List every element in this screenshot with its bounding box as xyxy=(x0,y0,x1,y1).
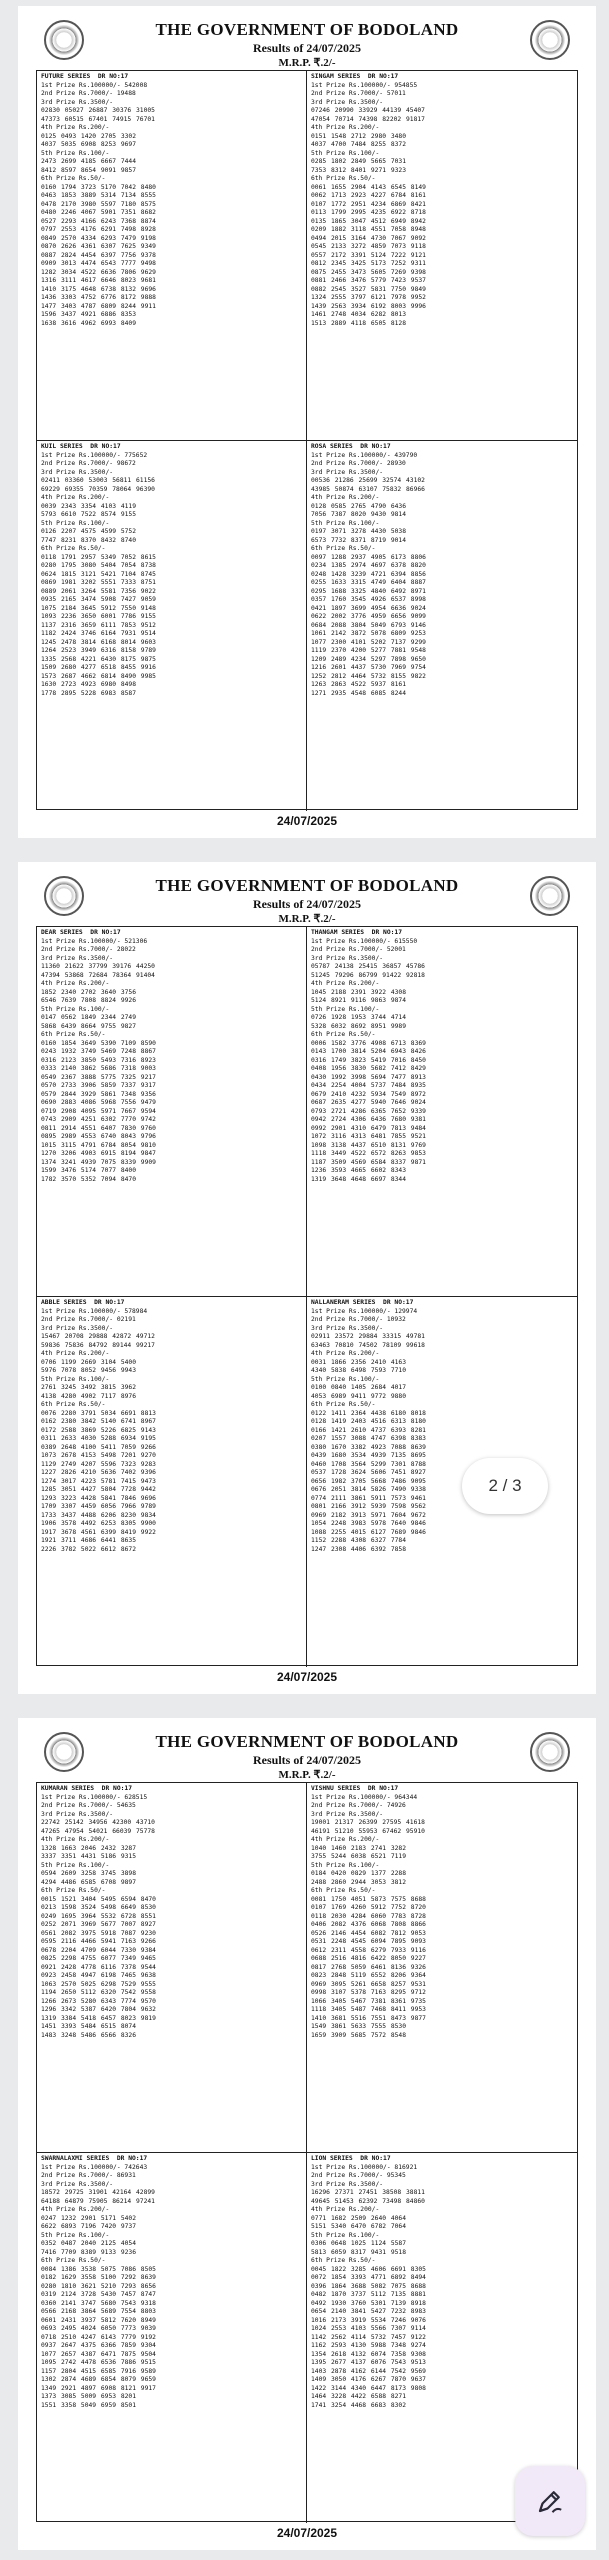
winning-numbers: 05787 24138 25415 36857 45786 51245 79296 86799 91422 92818 xyxy=(311,963,425,979)
winning-numbers: 1045 2188 2391 3922 4308 5124 8921 9116 9863 9874 xyxy=(311,988,406,1004)
prize-line: 6th Prize Rs.50/- xyxy=(311,1031,376,1038)
winning-numbers: 0352 0487 2040 2125 4054 7416 7709 8389 9133 9236 xyxy=(41,2240,136,2256)
winning-numbers: 0726 1928 1953 3744 4714 5328 6032 8692 8951 9989 xyxy=(311,1014,406,1030)
prize-line: 5th Prize Rs.100/- xyxy=(41,149,110,157)
prize-line: 5th Prize Rs.100/- xyxy=(311,1375,380,1383)
series-name: KUIL SERIES DR NO:17 xyxy=(41,443,121,450)
series-block xyxy=(307,441,577,811)
prize-line: 4th Prize Rs.200/- xyxy=(41,1836,110,1843)
bodoland-emblem-icon xyxy=(44,20,84,60)
series-name: SINGAM SERIES DR NO:17 xyxy=(311,73,399,80)
prize-line: 1st Prize Rs.100000/- 816921 xyxy=(311,2163,418,2171)
prize-line: 4th Prize Rs.200/- xyxy=(311,1350,380,1357)
prize-line: 1st Prize Rs.100000/- 615550 xyxy=(311,937,418,945)
series-block xyxy=(37,1297,307,1667)
results-date: Results of 24/07/2025 xyxy=(253,41,361,55)
series-block xyxy=(37,441,307,811)
winning-numbers: 0122 1411 2364 4438 6180 8018 0128 1419 2403 4516 6313 8180 0166 1421 2610 4737 6393 8281 0207 1557 3088 4747 6398 8383 0380 1670 3382 4923 7088 8639 0439 1680 3534 4939 7135 8695 0460 1708 3564 5299 7301 8788 0537 1728 3624 5606 7451 8927 0656 1982 3705 5668 7486 9095 0676 2051 3814 5826 7490 9338 0774 2111 3861 5911 7573 9461 0801 2166 3912 5939 7598 9562 0969 2182 3913 5971 7604 9672 1054 2248 3983 5978 7640 9846 1088 2255 4015 6127 7689 9846 1152 2288 4308 6327 7784 1247 2308 4406 6392 7858 xyxy=(311,1409,426,1553)
winning-numbers: 0184 0420 0829 1377 2288 2488 2860 2944 3053 3812 xyxy=(311,1870,406,1886)
winning-numbers: 0147 0562 1849 2344 2749 5868 6439 8664 9755 9827 xyxy=(41,1014,136,1030)
winning-numbers: 0771 1682 2509 2640 4064 5151 5340 6470 6782 7064 xyxy=(311,2214,406,2230)
prize-line: 5th Prize Rs.100/- xyxy=(311,1005,380,1013)
winning-numbers: 00536 21286 25699 32574 43102 43985 50874 63107 75832 86966 xyxy=(311,477,425,493)
mrp-price: M.R.P. ₹.2/- xyxy=(278,913,336,925)
series-name: SWARNALAXMI SERIES DR NO:17 xyxy=(41,2155,148,2162)
prize-line: 4th Prize Rs.200/- xyxy=(311,1836,380,1843)
prize-line: 6th Prize Rs.50/- xyxy=(41,1031,106,1038)
winning-numbers: 0118 1791 2957 5349 7052 8615 0280 1795 3080 5404 7054 8738 0624 1815 3121 5421 7104 8745 0869 1981 3202 5551 7333 8751 0889 2061 3264 5581 7356 9022 0935 2165 3474 5908 7427 9059 1075 2184 3645 5912 7550 9148 1093 2236 3650 6001 7786 9155 1137 2316 3659 6111 7853 9512 1182 2424 3746 6164 7931 9514 1245 2478 3814 6168 8014 9603 1264 2523 3949 6316 8158 9789 1335 2568 4221 6430 8175 9875 1509 2680 4277 6518 8455 9916 1573 2687 4662 6814 8490 9985 1630 2723 4923 6980 8498 1778 2895 5228 6983 8587 xyxy=(41,553,156,697)
winning-numbers: 0084 1386 3538 5075 7086 8505 0182 1629 3558 5100 7292 8639 0280 1810 3621 5210 7293 8656 0319 2124 3728 5430 7457 8747 0360 2141 3747 5680 7543 9318 0566 2168 3864 5689 7554 8803 0601 2431 3937 5812 7620 8949 0693 2495 4024 6050 7773 9039 0718 2510 4247 6143 7779 9192 0937 2647 4375 6366 7859 9304 1077 2657 4387 6471 7875 9504 1095 2742 4478 6536 7886 9515 1157 2804 4515 6585 7916 9589 1302 2874 4689 6854 8079 9659 1349 2921 4897 6908 8121 9917 1373 3085 5009 6953 8201 1551 3358 5049 6959 8501 xyxy=(41,2265,156,2409)
bodoland-emblem-icon xyxy=(44,876,84,916)
prize-line: 5th Prize Rs.100/- xyxy=(311,149,380,157)
sheet-footer-date: 24/07/2025 xyxy=(276,814,338,828)
prize-line: 6th Prize Rs.50/- xyxy=(311,545,376,552)
winning-numbers: 0031 1866 2356 2410 4163 4340 5838 6498 7593 7710 xyxy=(311,1358,406,1374)
series-name: ABBLE SERIES DR NO:17 xyxy=(41,1299,125,1306)
series-name: NALLANERAM SERIES DR NO:17 xyxy=(311,1299,414,1306)
series-name: DEAR SERIES DR NO:17 xyxy=(41,929,121,936)
prize-line: 2nd Prize Rs.7000/- 86931 xyxy=(41,2172,136,2179)
prize-line: 3rd Prize Rs.3500/- xyxy=(41,954,114,962)
bodoland-emblem-icon xyxy=(530,1732,570,1772)
series-name: VISHNU SERIES DR NO:17 xyxy=(311,1785,399,1792)
government-title: THE GOVERNMENT OF BODOLAND xyxy=(155,20,459,39)
government-title: THE GOVERNMENT OF BODOLAND xyxy=(155,1732,459,1751)
prize-line: 5th Prize Rs.100/- xyxy=(311,519,380,527)
prize-line: 6th Prize Rs.50/- xyxy=(41,1401,106,1408)
prize-line: 1st Prize Rs.100000/- 129974 xyxy=(311,1307,418,1315)
prize-line: 6th Prize Rs.50/- xyxy=(311,175,376,182)
prize-line: 2nd Prize Rs.7000/- 28022 xyxy=(41,946,136,953)
result-sheet xyxy=(18,1718,596,2550)
series-name: LION SERIES DR NO:17 xyxy=(311,2155,391,2162)
series-grid xyxy=(36,1782,578,2522)
prize-line: 6th Prize Rs.50/- xyxy=(41,175,106,182)
winning-numbers: 19001 21317 26399 27595 41618 46191 51210 55953 67462 95910 xyxy=(311,1819,425,1835)
series-block xyxy=(37,927,307,1297)
winning-numbers: 1852 2340 2702 3640 3756 6546 7639 7808 8824 9926 xyxy=(41,988,136,1004)
bodoland-emblem-icon xyxy=(530,20,570,60)
prize-line: 6th Prize Rs.50/- xyxy=(41,1887,106,1894)
prize-line: 6th Prize Rs.50/- xyxy=(311,1401,376,1408)
series-block xyxy=(307,927,577,1297)
prize-line: 2nd Prize Rs.7000/- 02191 xyxy=(41,1316,136,1323)
winning-numbers: 0097 1288 2937 4905 6173 8806 0234 1385 2974 4697 6378 8820 0248 1428 3239 4721 6394 8856 0255 1633 3315 4749 6404 8887 0295 1688 3325 4840 6492 8971 0357 1760 3545 4926 6537 8998 0421 1897 3699 4954 6636 9024 0622 2002 3776 4959 6656 9099 0684 2088 3804 5049 6793 9146 1061 2142 3872 5078 6809 9253 1077 2300 4101 5202 7137 9299 1119 2370 4200 5277 7881 9548 1209 2489 4234 5297 7898 9650 1216 2601 4437 5730 7969 9754 1252 2812 4464 5732 8155 9822 1263 2863 4522 5937 8161 1271 2935 4548 6085 8244 xyxy=(311,553,426,697)
winning-numbers: 02911 23572 29884 33315 49781 63463 70810 74502 78109 99618 xyxy=(311,1333,425,1349)
prize-line: 5th Prize Rs.100/- xyxy=(41,1375,110,1383)
prize-line: 6th Prize Rs.50/- xyxy=(41,545,106,552)
prize-line: 3rd Prize Rs.3500/- xyxy=(311,2180,384,2188)
prize-line: 1st Prize Rs.100000/- 775652 xyxy=(41,451,148,459)
sheet-header xyxy=(18,862,596,924)
prize-line: 4th Prize Rs.200/- xyxy=(311,494,380,501)
winning-numbers: 1040 1460 2183 2741 3282 3755 5244 6038 6521 7119 xyxy=(311,1844,406,1860)
prize-line: 3rd Prize Rs.3500/- xyxy=(311,954,384,962)
sheet-header xyxy=(18,1718,596,1780)
prize-line: 1st Prize Rs.100000/- 439790 xyxy=(311,451,418,459)
prize-line: 3rd Prize Rs.3500/- xyxy=(41,468,114,476)
prize-line: 4th Prize Rs.200/- xyxy=(41,2206,110,2213)
series-name: ROSA SERIES DR NO:17 xyxy=(311,443,391,450)
prize-line: 3rd Prize Rs.3500/- xyxy=(41,1324,114,1332)
winning-numbers: 0100 0840 1405 2684 4017 4053 6989 9411 9772 9880 xyxy=(311,1384,406,1400)
winning-numbers: 2473 2699 4185 6667 7444 8412 8597 8654 9091 9857 xyxy=(41,158,136,174)
prize-line: 5th Prize Rs.100/- xyxy=(41,519,110,527)
prize-line: 6th Prize Rs.50/- xyxy=(311,1887,376,1894)
winning-numbers: 0125 0493 1420 2705 3302 4037 5035 6908 8253 9697 xyxy=(41,132,136,148)
winning-numbers: 0151 1548 2712 2980 3480 4037 4700 7484 8255 8372 xyxy=(311,132,406,148)
winning-numbers: 1328 1663 2046 2432 3287 3337 3351 4431 5186 9315 xyxy=(41,1844,136,1860)
sheet-footer-date: 24/07/2025 xyxy=(276,1670,338,1684)
winning-numbers: 0006 1582 3776 4908 6713 8369 0143 1700 3814 5204 6943 8426 0316 1749 3823 5419 7016 8450 0408 1956 3830 5682 7412 8429 0430 1992 3998 5694 7477 8913 0434 2254 4004 5737 7484 8935 0679 2410 4232 5934 7549 8972 0687 2635 4277 5940 7646 9024 0793 2721 4286 6365 7652 9339 0942 2724 4306 6436 7680 9381 0992 2901 4310 6479 7813 9484 1072 3116 4313 6481 7855 9521 1098 3138 4437 6510 8131 9769 1118 3449 4522 6572 8263 9853 1187 3509 4569 6584 8337 9871 1236 3593 4665 6602 8343 1319 3648 4648 6697 8344 xyxy=(311,1039,426,1183)
series-grid xyxy=(36,70,578,810)
mrp-price: M.R.P. ₹.2/- xyxy=(278,57,336,69)
prize-line: 3rd Prize Rs.3500/- xyxy=(41,1810,114,1818)
prize-line: 4th Prize Rs.200/- xyxy=(41,124,110,131)
winning-numbers: 15467 20708 29888 42872 49712 59836 75836 84792 89144 99217 xyxy=(41,1333,155,1349)
prize-line: 4th Prize Rs.200/- xyxy=(311,124,380,131)
winning-numbers: 0160 1854 3649 5390 7109 8590 0243 1932 3749 5469 7248 8867 0316 2123 3850 5493 7316 8923 0333 2140 3862 5686 7318 9003 0549 2367 3888 5775 7325 9217 0570 2733 3906 5859 7337 9317 0579 2844 3929 5861 7348 9356 0690 2883 4086 5968 7556 9479 0719 2908 4095 5971 7667 9594 0743 2909 4251 6302 7770 9742 0811 2914 4551 6407 7830 9760 0895 2989 4553 6740 8043 9796 1015 3115 4791 6784 8054 9810 1270 3206 4903 6915 8194 9847 1374 3241 4939 7075 8339 9909 1599 3476 5174 7077 8400 1782 3570 5352 7094 8470 xyxy=(41,1039,156,1183)
winning-numbers: 0306 0648 1025 1124 5587 5813 6059 8317 9431 9518 xyxy=(311,2240,406,2256)
prize-line: 6th Prize Rs.50/- xyxy=(41,2257,106,2264)
winning-numbers: 0045 1822 3285 4606 6691 8305 0072 1854 3393 4771 6892 8494 0396 1864 3688 5082 7075 8688 0482 1870 3737 5112 7135 8881 0492 1930 3760 5301 7139 8918 0654 2140 3841 5427 7232 8983 1016 2173 3919 5534 7246 9076 1024 2553 4103 5566 7307 9114 1142 2562 4114 5732 7457 9122 1162 2593 4130 5988 7348 9274 1354 2618 4132 6074 7358 9308 1395 2677 4137 6076 7543 9513 1403 2878 4162 6144 7542 9569 1409 3050 4176 6267 7870 9637 1422 3144 4340 6447 8173 9808 1464 3228 4422 6588 8271 1741 3254 4468 6683 8302 xyxy=(311,2265,426,2409)
result-sheet xyxy=(18,862,596,1694)
winning-numbers: 0128 0585 2765 4790 6436 7056 7387 8020 9430 9814 xyxy=(311,502,406,518)
prize-line: 1st Prize Rs.100000/- 964344 xyxy=(311,1793,418,1801)
winning-numbers: 0706 1199 2669 3104 5400 5976 7078 8052 9456 9943 xyxy=(41,1358,136,1374)
prize-line: 2nd Prize Rs.7000/- 95345 xyxy=(311,2172,406,2179)
prize-line: 5th Prize Rs.100/- xyxy=(41,2231,110,2239)
prize-line: 1st Prize Rs.100000/- 628515 xyxy=(41,1793,148,1801)
prize-line: 4th Prize Rs.200/- xyxy=(311,2206,380,2213)
prize-line: 3rd Prize Rs.3500/- xyxy=(311,468,384,476)
prize-line: 5th Prize Rs.100/- xyxy=(41,1861,110,1869)
prize-line: 4th Prize Rs.200/- xyxy=(41,1350,110,1357)
series-block xyxy=(37,2153,307,2523)
series-block xyxy=(37,71,307,441)
prize-line: 4th Prize Rs.200/- xyxy=(311,980,380,987)
winning-numbers: 02830 05027 26887 30376 31005 47373 60515 67401 74915 76701 xyxy=(41,107,155,123)
prize-line: 4th Prize Rs.200/- xyxy=(41,980,110,987)
sheet-footer-date: 24/07/2025 xyxy=(276,2526,338,2540)
result-sheet xyxy=(18,6,596,838)
winning-numbers: 0285 1802 2849 5665 7031 7353 8312 8401 9271 9323 xyxy=(311,158,406,174)
results-date: Results of 24/07/2025 xyxy=(253,1753,361,1767)
winning-numbers: 22742 25142 34956 42300 43710 47265 47954 54021 66039 75778 xyxy=(41,1819,155,1835)
edit-fab-button[interactable] xyxy=(515,2466,585,2536)
edit-pen-icon xyxy=(535,2486,565,2516)
prize-line: 1st Prize Rs.100000/- 578984 xyxy=(41,1307,148,1315)
prize-line: 2nd Prize Rs.7000/- 28930 xyxy=(311,460,406,467)
prize-line: 2nd Prize Rs.7000/- 74926 xyxy=(311,1802,406,1809)
bodoland-emblem-icon xyxy=(530,876,570,916)
government-title: THE GOVERNMENT OF BODOLAND xyxy=(155,876,459,895)
prize-line: 3rd Prize Rs.3500/- xyxy=(41,98,114,106)
winning-numbers: 0081 1750 4051 5873 7575 8688 0107 1769 4260 5912 7752 8720 0118 2030 4284 6060 7783 8728 0406 2082 4376 6068 7808 8866 0526 2146 4454 6082 7812 9053 0531 2248 4545 6094 7895 9093 0612 2311 4558 6279 7933 9116 0688 2516 4816 6422 8050 9227 0817 2768 5059 6461 8136 9326 0823 2848 5119 6552 8206 9364 0969 3095 5261 6658 8257 9531 0998 3107 5378 7163 8295 9712 1066 3405 5467 7381 8361 9735 1118 3405 5487 7468 8411 9953 1410 3681 5516 7551 8473 9877 1549 3861 5633 7555 8530 1659 3909 5685 7572 8548 xyxy=(311,1895,426,2039)
prize-line: 3rd Prize Rs.3500/- xyxy=(311,1810,384,1818)
winning-numbers: 16296 27371 27451 38508 38811 49645 51453 62392 73498 84860 xyxy=(311,2189,425,2205)
series-name: FUTURE SERIES DR NO:17 xyxy=(41,73,129,80)
winning-numbers: 18572 29725 31901 42164 42899 64188 64879 75905 86214 97241 xyxy=(41,2189,155,2205)
winning-numbers: 0039 2343 3354 4103 4119 5793 6610 7522 8574 9155 xyxy=(41,502,136,518)
prize-line: 2nd Prize Rs.7000/- 57011 xyxy=(311,90,406,97)
prize-line: 2nd Prize Rs.7000/- 54635 xyxy=(41,1802,136,1809)
winning-numbers: 0160 1794 3723 5170 7042 8480 0463 1853 3889 5314 7134 8555 0478 2170 3980 5597 7180 8575 0480 2246 4067 5901 7351 8682 0527 2293 4166 6243 7368 8874 0797 2553 4176 6291 7498 8928 0849 2570 4334 6293 7479 9198 0870 2626 4361 6307 7625 9349 0887 2824 4454 6397 7756 9378 0909 3013 4474 6543 7777 9498 1282 3034 4522 6636 7806 9629 1316 3111 4617 6646 8023 9681 1410 3175 4648 6738 8132 9696 1436 3303 4752 6776 8172 9888 1477 3403 4787 6809 8244 9911 1596 3437 4921 6886 8353 1638 3616 4962 6993 8409 xyxy=(41,183,156,327)
prize-line: 2nd Prize Rs.7000/- 19488 xyxy=(41,90,136,97)
prize-line: 6th Prize Rs.50/- xyxy=(311,2257,376,2264)
winning-numbers: 0015 1521 3404 5495 6594 8470 0213 1598 3524 5498 6649 8530 0249 1695 3964 5532 6728 8551 0252 2071 3969 5677 7007 8927 0561 2082 3975 5918 7087 9230 0595 2116 4466 5941 7163 9266 0678 2204 4709 6044 7330 9384 0825 2298 4755 6077 7349 9465 0921 2428 4778 6116 7378 9544 0923 2458 4947 6198 7465 9638 1063 2570 5025 6298 7529 9555 1194 2650 5112 6320 7542 9558 1266 2673 5280 6343 7774 9570 1296 3342 5387 6420 7804 9632 1319 3384 5418 6457 8023 9819 1451 3393 5484 6515 8074 1483 3248 5486 6566 8326 xyxy=(41,1895,156,2039)
series-block xyxy=(307,1783,577,2153)
series-name: THANGAM SERIES DR NO:17 xyxy=(311,929,402,936)
prize-line: 3rd Prize Rs.3500/- xyxy=(311,98,384,106)
prize-line: 2nd Prize Rs.7000/- 10932 xyxy=(311,1316,406,1323)
series-name: KUMARAN SERIES DR NO:17 xyxy=(41,1785,132,1792)
winning-numbers: 2761 3245 3492 3815 3962 4138 4280 4902 7117 8976 xyxy=(41,1384,136,1400)
prize-line: 1st Prize Rs.100000/- 742643 xyxy=(41,2163,148,2171)
prize-line: 3rd Prize Rs.3500/- xyxy=(41,2180,114,2188)
prize-line: 5th Prize Rs.100/- xyxy=(41,1005,110,1013)
winning-numbers: 0594 2609 3258 3745 3898 4294 4486 6585 6708 9897 xyxy=(41,1870,136,1886)
series-block xyxy=(307,71,577,441)
prize-line: 1st Prize Rs.100000/- 521306 xyxy=(41,937,148,945)
mrp-price: M.R.P. ₹.2/- xyxy=(278,1769,336,1781)
series-block xyxy=(37,1783,307,2153)
winning-numbers: 11360 21622 37799 39176 44250 47394 53868 72684 78364 91404 xyxy=(41,963,155,979)
winning-numbers: 0076 2280 3791 5034 6691 8813 0162 2380 3842 5140 6741 8967 0172 2588 3869 5226 6825 9143 0311 2633 4030 5288 6934 9195 0389 2648 4100 5411 7059 9266 1073 2678 4153 5498 7201 9270 1129 2749 4207 5596 7323 9283 1227 2826 4210 5636 7402 9396 1274 3017 4223 5781 7415 9473 1285 3051 4427 5804 7728 9442 1293 3223 4428 5841 7846 9696 1709 3307 4459 6056 7966 9789 1733 3437 4488 6206 8230 9834 1906 3578 4492 6253 8305 9900 1917 3678 4561 6399 8419 9922 1921 3711 4686 6441 8635 2226 3782 5022 6612 8672 xyxy=(41,1409,156,1553)
sheet-header xyxy=(18,6,596,68)
winning-numbers: 0126 2207 4575 4599 5752 7747 8231 8370 8432 8740 xyxy=(41,528,136,544)
page-indicator: 2 / 3 xyxy=(462,1458,548,1514)
prize-line: 1st Prize Rs.100000/- 542008 xyxy=(41,81,148,89)
winning-numbers: 0197 3071 3278 4430 5038 6573 7732 8371 8719 9014 xyxy=(311,528,406,544)
winning-numbers: 0061 1655 2904 4143 6545 8149 0062 1713 2923 4227 6784 8161 0107 1772 2951 4234 6869 8421 0113 1799 2995 4235 6922 8718 0135 1865 3047 4512 6949 8942 0209 1882 3118 4551 7058 8948 0494 2015 3164 4730 7067 9092 0545 2133 3272 4859 7073 9118 0557 2172 3391 5124 7222 9121 0812 2345 3425 5173 7252 9311 0875 2455 3473 5605 7269 9398 0881 2466 3476 5779 7423 9537 0882 2545 3527 5831 7750 9849 1324 2555 3797 6121 7978 9952 1439 2563 3934 6192 8003 9996 1461 2748 4034 6282 8013 1513 2889 4118 6505 8128 xyxy=(311,183,426,327)
prize-line: 1st Prize Rs.100000/- 954855 xyxy=(311,81,418,89)
results-date: Results of 24/07/2025 xyxy=(253,897,361,911)
prize-line: 3rd Prize Rs.3500/- xyxy=(311,1324,384,1332)
winning-numbers: 02411 03360 53003 56811 61156 69229 69355 70359 78064 96390 xyxy=(41,477,155,493)
series-grid xyxy=(36,926,578,1666)
prize-line: 5th Prize Rs.100/- xyxy=(311,2231,380,2239)
bodoland-emblem-icon xyxy=(44,1732,84,1772)
winning-numbers: 07246 20990 33929 44139 45407 47054 70714 74398 82202 91817 xyxy=(311,107,425,123)
winning-numbers: 0247 1232 2901 5171 5402 6622 6893 7196 7420 9737 xyxy=(41,2214,136,2230)
prize-line: 2nd Prize Rs.7000/- 98672 xyxy=(41,460,136,467)
prize-line: 2nd Prize Rs.7000/- 52001 xyxy=(311,946,406,953)
prize-line: 5th Prize Rs.100/- xyxy=(311,1861,380,1869)
prize-line: 4th Prize Rs.200/- xyxy=(41,494,110,501)
